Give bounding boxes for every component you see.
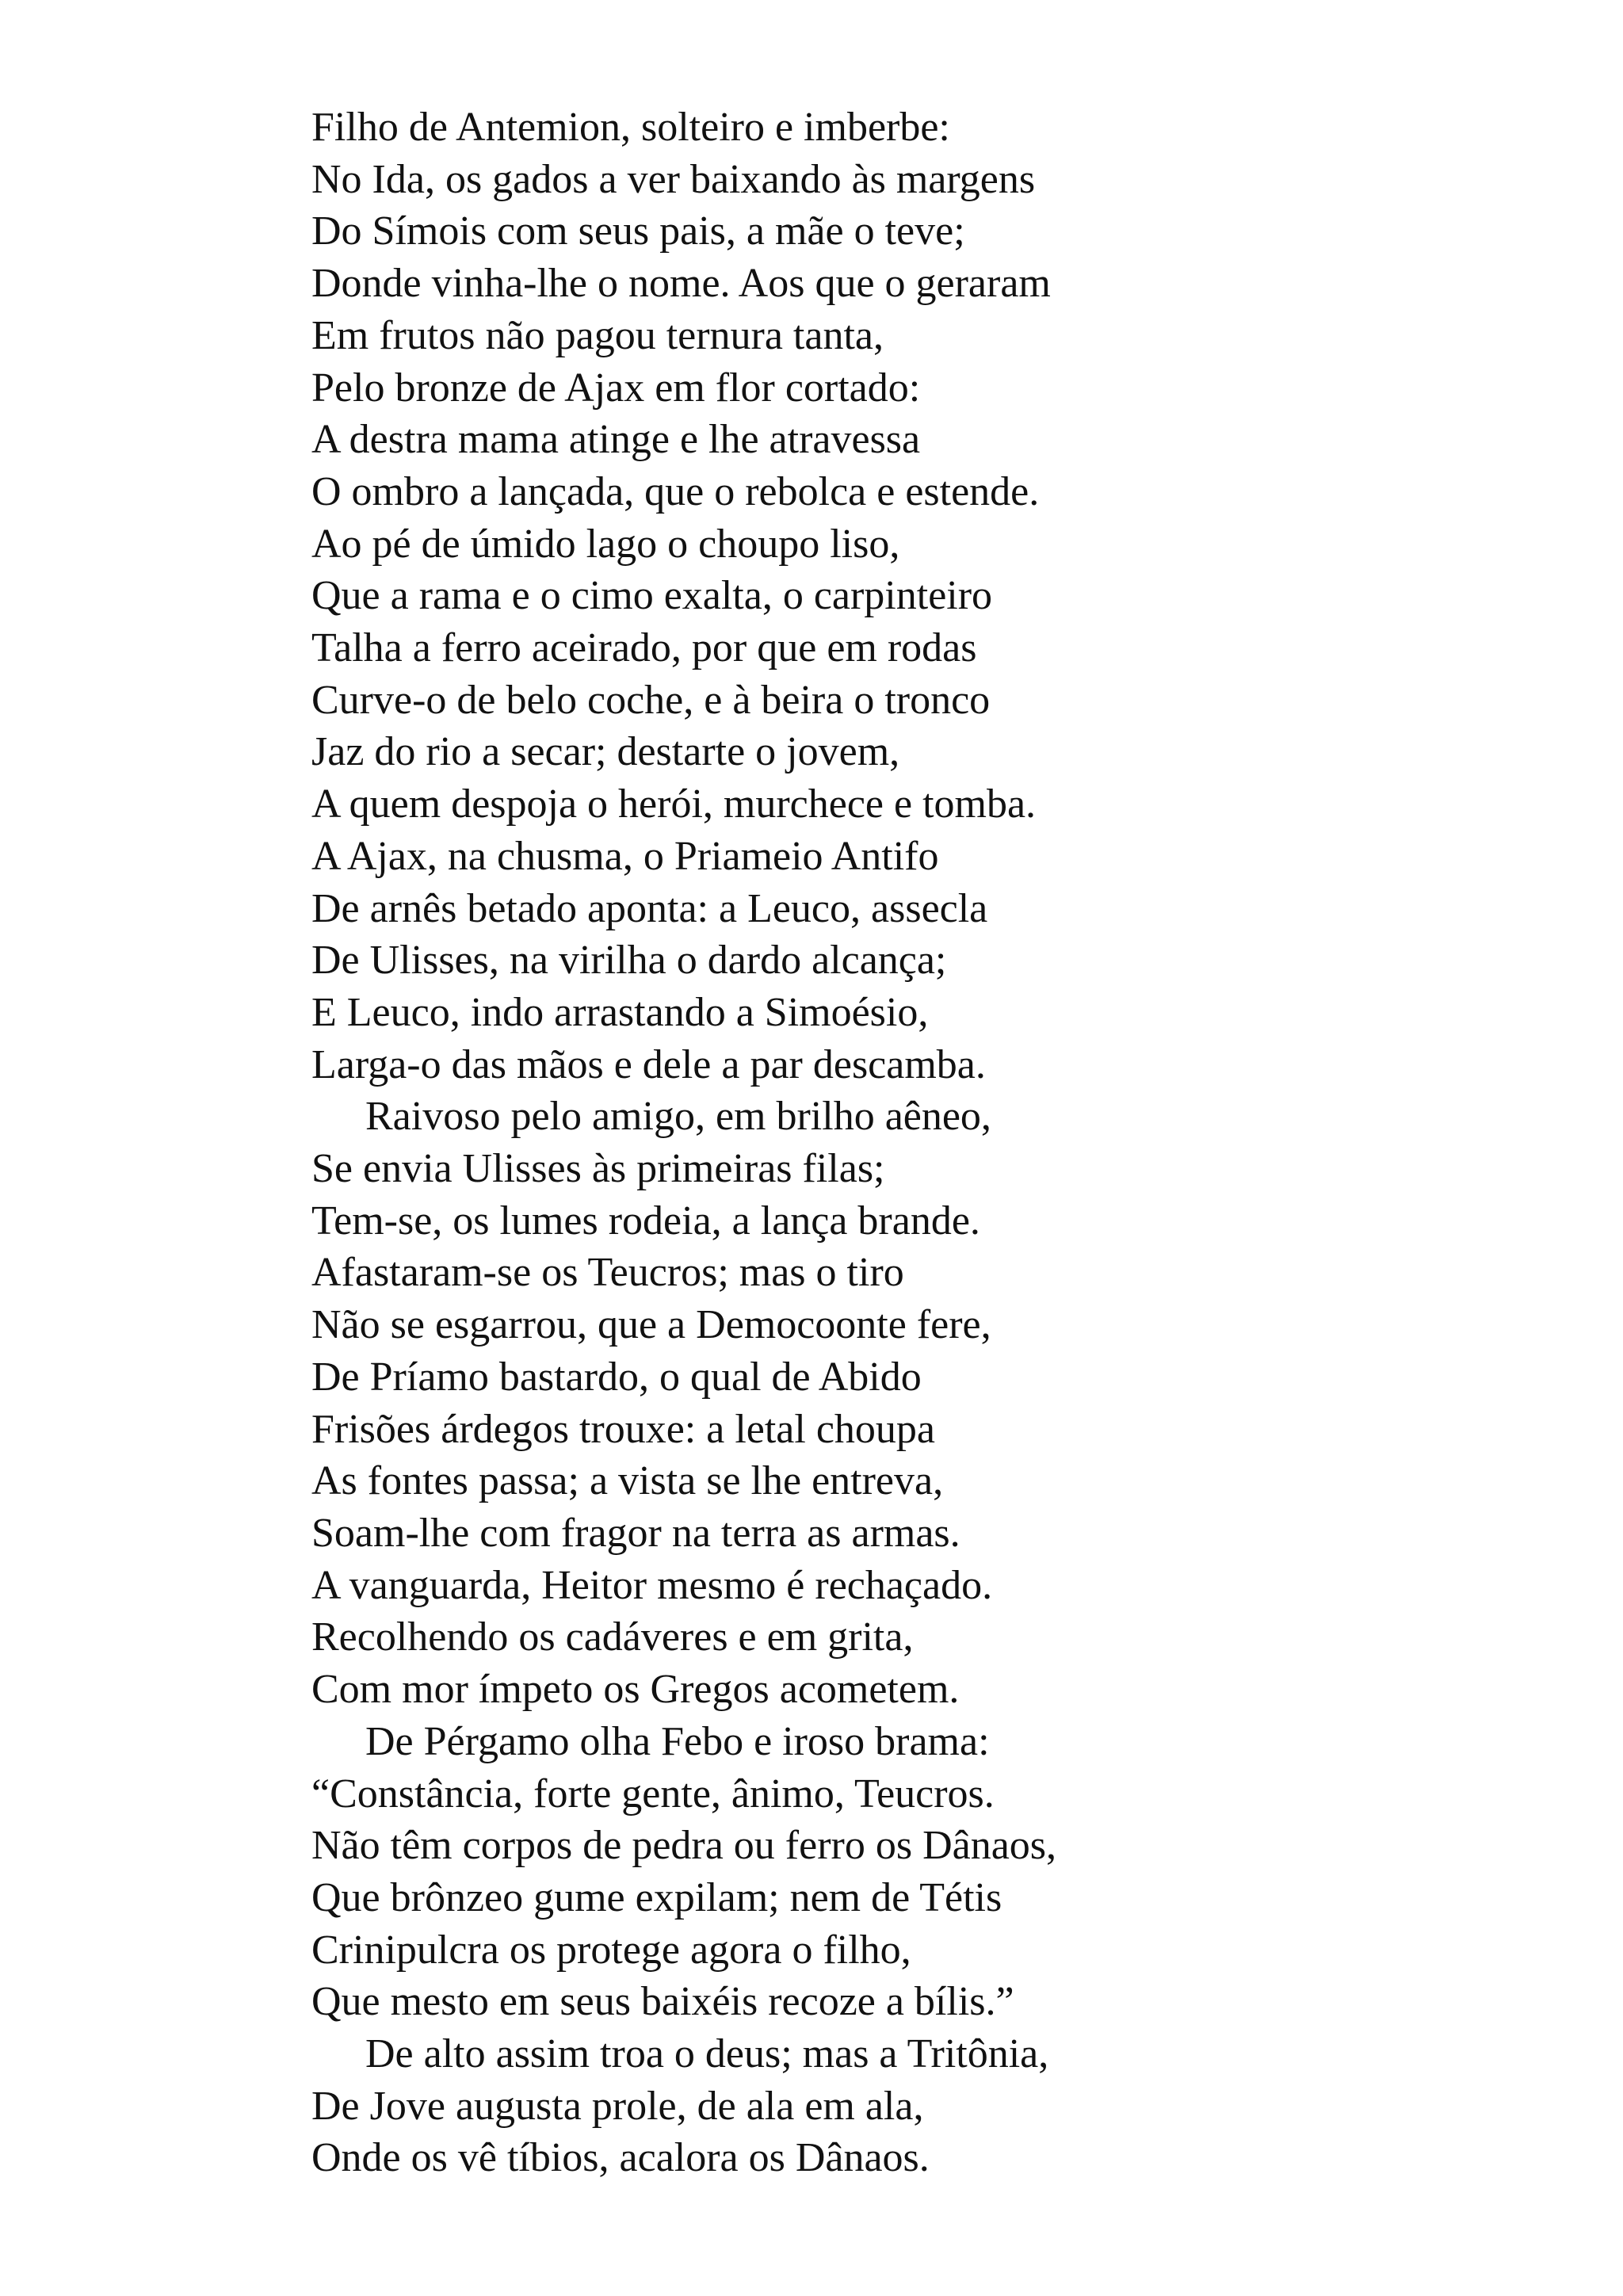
verse-line: As fontes passa; a vista se lhe entreva, [311, 1458, 944, 1504]
verse-line: Que brônzeo gume expilam; nem de Tétis [311, 1874, 1002, 1920]
verse-line: Do Símois com seus pais, a mãe o teve; [311, 208, 965, 254]
verse-line: Frisões árdegos trouxe: a letal choupa [311, 1406, 935, 1452]
verse-line: O ombro a lançada, que o rebolca e estende. [311, 468, 1040, 514]
verse-line: No Ida, os gados a ver baixando às margens [311, 156, 1036, 202]
verse-line: “Constância, forte gente, ânimo, Teucros. [311, 1771, 995, 1817]
verse-line: De arnês betado aponta: a Leuco, assecla [311, 885, 988, 931]
verse-line: De Príamo bastardo, o qual de Abido [311, 1354, 922, 1400]
verse-line: Com mor ímpeto os Gregos acometem. [311, 1667, 960, 1713]
verse-line: De Ulisses, na virilha o dardo alcança; [311, 938, 947, 984]
verse-line: Ao pé de úmido lago o choupo liso, [311, 521, 900, 567]
verse-line: Filho de Antemion, solteiro e imberbe: [311, 105, 950, 150]
verse-line: Não se esgarrou, que a Democoonte fere, [311, 1302, 991, 1348]
verse-line: Recolhendo os cadáveres e em grita, [311, 1614, 914, 1660]
verse-line-indented: Raivoso pelo amigo, em brilho aêneo, [365, 1094, 991, 1140]
verse-line: Jaz do rio a secar; destarte o jovem, [311, 729, 900, 775]
verse-line: A destra mama atinge e lhe atravessa [311, 417, 921, 463]
poem-text [311, 101, 1500, 2184]
verse-line: Onde os vê tíbios, acalora os Dânaos. [311, 2135, 930, 2181]
verse-line: Pelo bronze de Ajax em flor cortado: [311, 365, 921, 411]
verse-line-indented: De Pérgamo olha Febo e iroso brama: [365, 1718, 990, 1764]
verse-line: Tem-se, os lumes rodeia, a lança brande. [311, 1198, 980, 1244]
verse-line: Em frutos não pagou ternura tanta, [311, 312, 884, 358]
verse-line: Não têm corpos de pedra ou ferro os Dânaos, [311, 1823, 1057, 1869]
verse-line: A quem despoja o herói, murchece e tomba. [311, 781, 1037, 827]
verse-line: Curve-o de belo coche, e à beira o tronco [311, 677, 991, 723]
verse-line: Se envia Ulisses às primeiras filas; [311, 1146, 885, 1192]
verse-line: Crinipulcra os protege agora o filho, [311, 1927, 911, 1973]
verse-line-indented: De alto assim troa o deus; mas a Tritônia, [365, 2031, 1049, 2077]
verse-line: E Leuco, indo arrastando a Simoésio, [311, 989, 929, 1035]
verse-line: Larga-o das mãos e dele a par descamba. [311, 1041, 986, 1087]
verse-line: Soam-lhe com fragor na terra as armas. [311, 1510, 960, 1556]
verse-line: Donde vinha-lhe o nome. Aos que o geraram [311, 261, 1051, 307]
verse-line: Que a rama e o cimo exalta, o carpinteiro [311, 573, 993, 619]
verse-line: Talha a ferro aceirado, por que em rodas [311, 625, 977, 671]
verse-line: Que mesto em seus baixéis recoze a bílis.” [311, 1979, 1014, 2025]
verse-line: A vanguarda, Heitor mesmo é rechaçado. [311, 1562, 993, 1608]
verse-line: A Ajax, na chusma, o Priameio Antifo [311, 833, 939, 879]
verse-line: De Jove augusta prole, de ala em ala, [311, 2083, 924, 2129]
verse-line: Afastaram-se os Teucros; mas o tiro [311, 1250, 904, 1296]
